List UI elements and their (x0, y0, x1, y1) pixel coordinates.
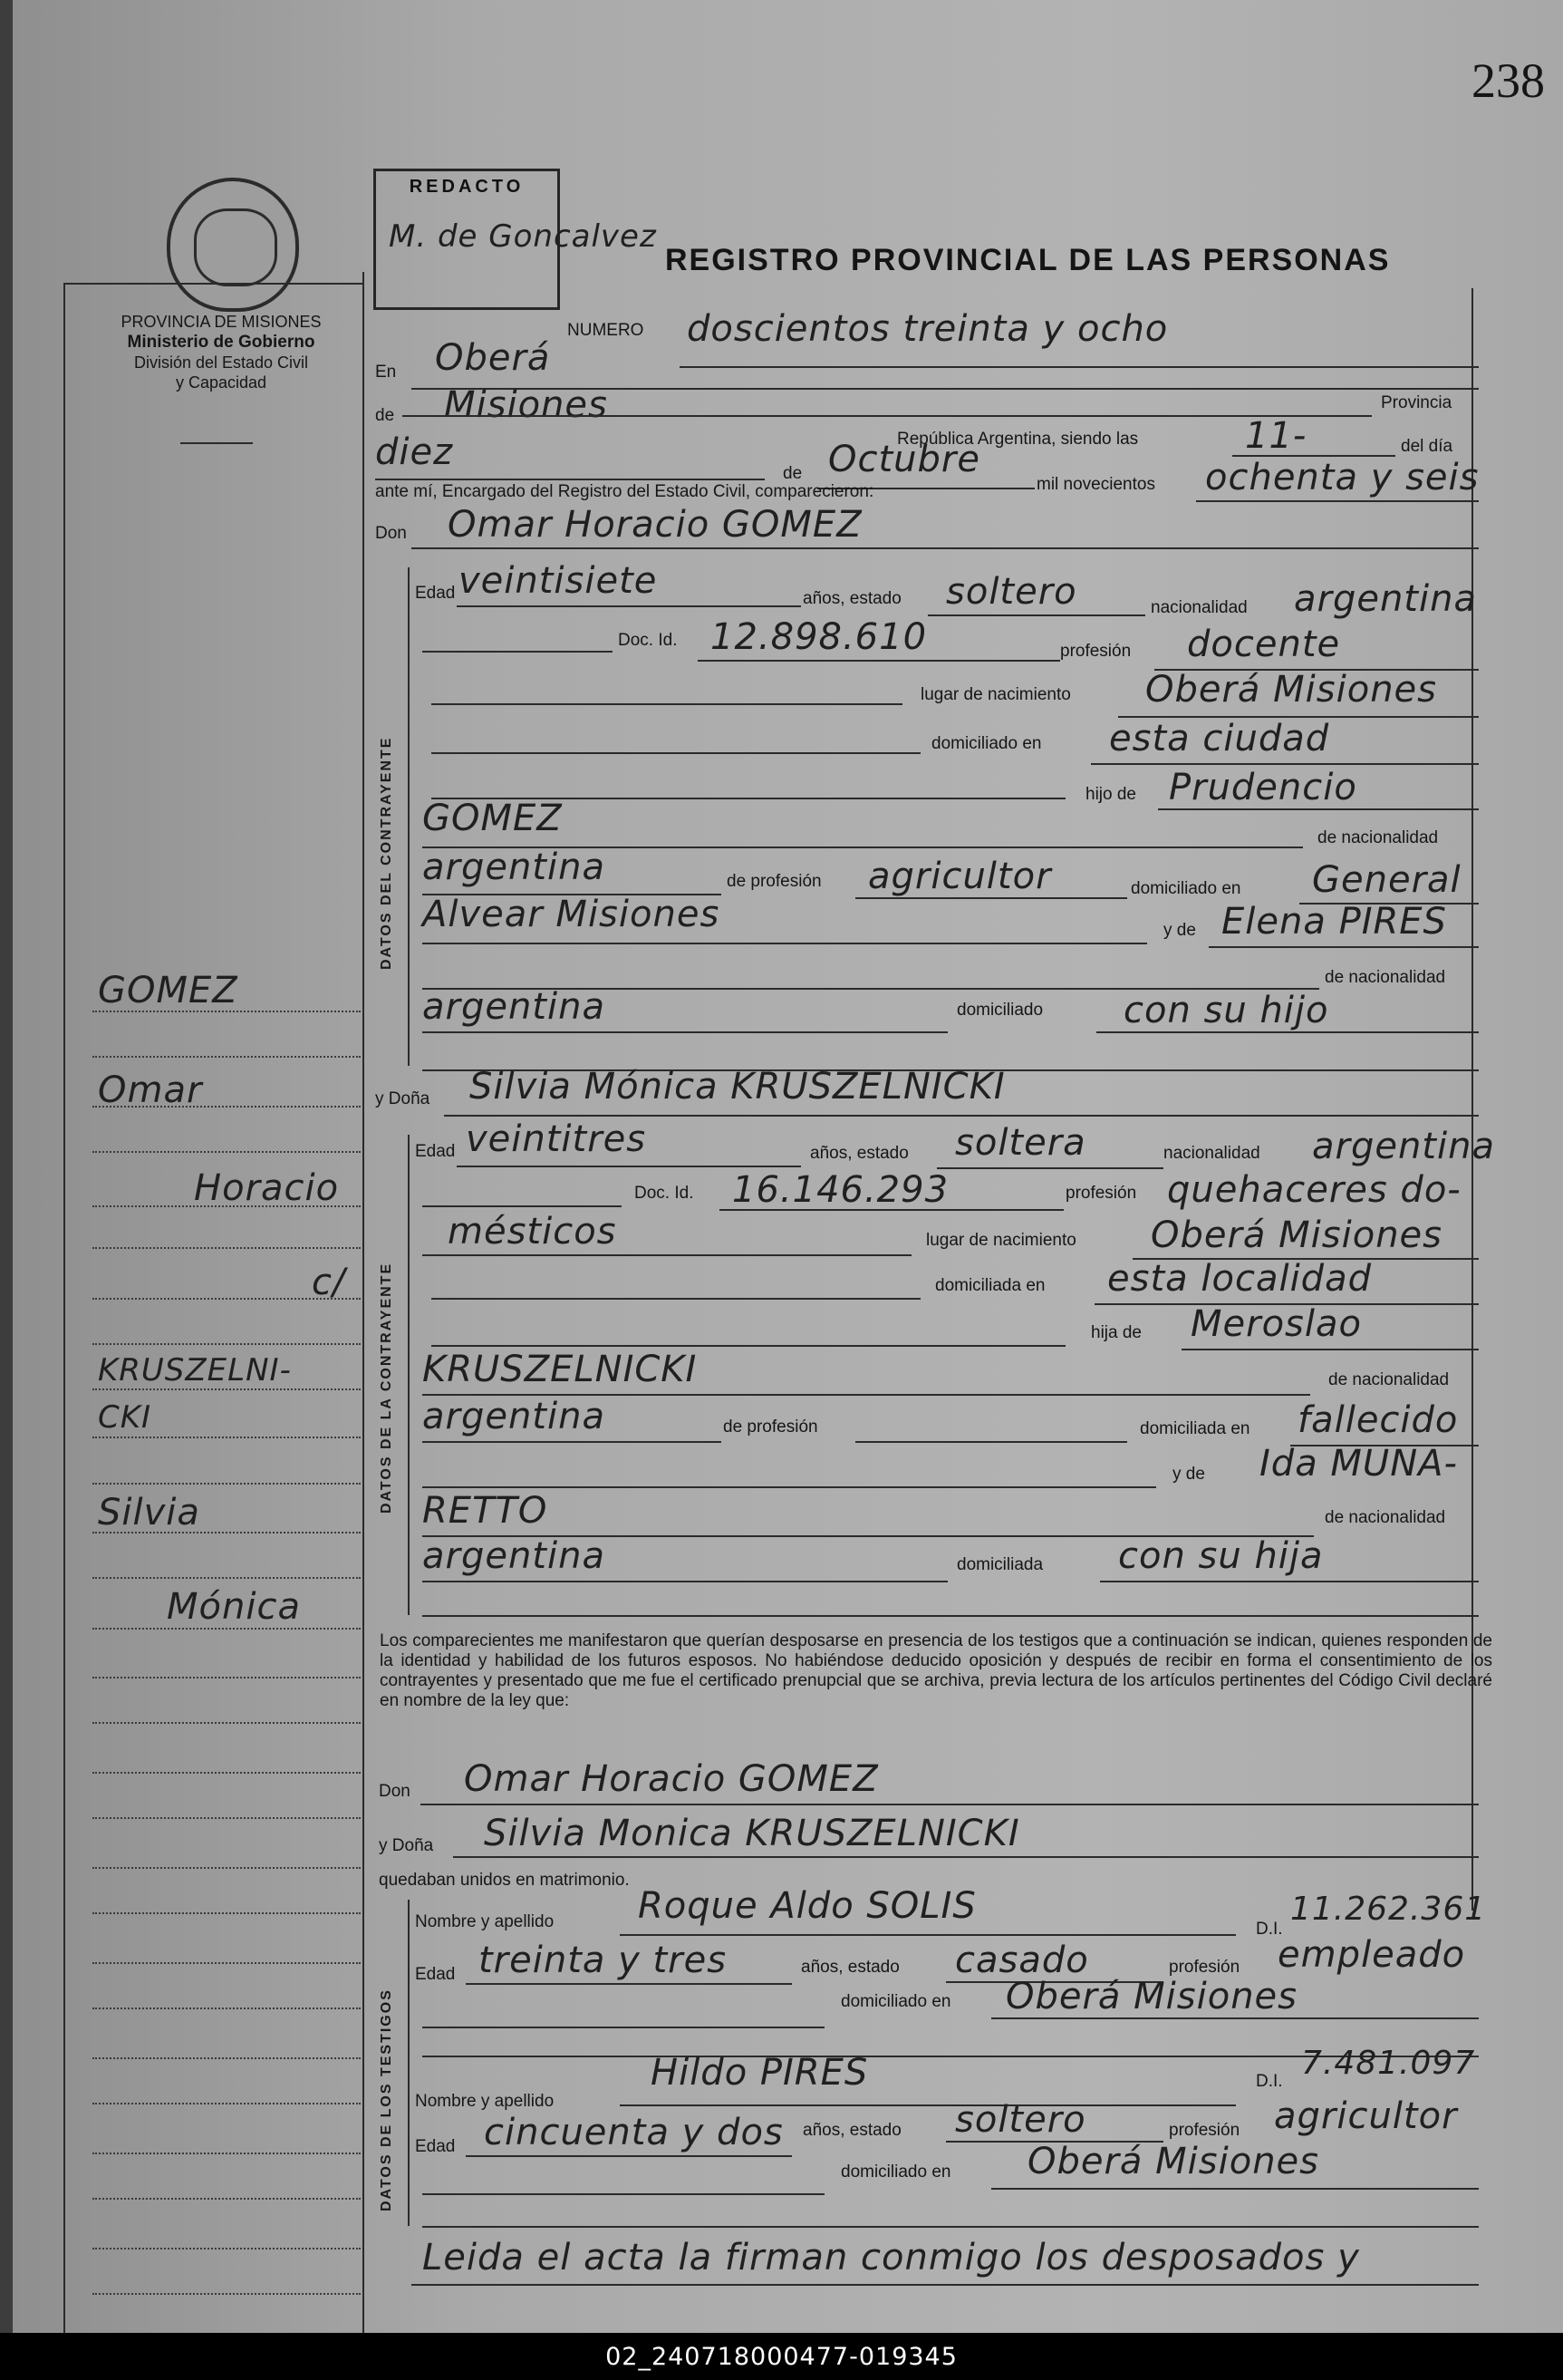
closing-text: Leida el acta la firman conmigo los desposados y (422, 2237, 1360, 2278)
groom-doc: 12.898.610 (710, 616, 928, 658)
margin-surname-bride-2: CKI (98, 1399, 152, 1436)
margin-name-2: Horacio (194, 1167, 340, 1209)
coat-of-arms-icon (167, 178, 299, 312)
label-numero: NUMERO (567, 321, 644, 340)
label-edad-2: Edad (415, 1142, 456, 1161)
label-profesion-3: profesión (1169, 1958, 1240, 1977)
witness-1-name: Roque Aldo SOLIS (638, 1885, 977, 1927)
bride-mother-nationality: argentina (422, 1535, 605, 1577)
label-quedaban: quedaban unidos en matrimonio. (379, 1871, 630, 1890)
groom-status: soltero (946, 571, 1077, 613)
label-de-profesion: de profesión (727, 872, 822, 891)
margin-conjunction: c/ (312, 1262, 346, 1303)
label-don-2: Don (379, 1782, 410, 1801)
label-doc-2: Doc. Id. (634, 1184, 694, 1203)
label-nacionalidad: nacionalidad (1151, 598, 1248, 617)
groom-age: veintisiete (458, 560, 658, 602)
record-day: diez (375, 431, 454, 473)
label-lugar-nacimiento-2: lugar de nacimiento (926, 1231, 1076, 1250)
label-edad-4: Edad (415, 2137, 456, 2156)
divider (180, 442, 253, 444)
label-nombre-apellido-2: Nombre y apellido (415, 2092, 555, 2111)
witness-2-address: Oberá Misiones (1028, 2141, 1320, 2182)
margin-surname: GOMEZ (98, 970, 238, 1011)
groom-birthplace: Oberá Misiones (1145, 669, 1438, 711)
label-profesion-4: profesión (1169, 2121, 1240, 2140)
record-month: Octubre (828, 439, 980, 480)
side-label-witnesses: DATOS DE LOS TESTIGOS (379, 1988, 394, 2211)
label-doc: Doc. Id. (618, 631, 678, 650)
label-provincia: Provincia (1381, 393, 1452, 412)
bride-doc: 16.146.293 (732, 1169, 950, 1211)
redacto-label: REDACTO (409, 177, 525, 197)
bride-mother-name-2: RETTO (422, 1490, 548, 1532)
witness-1-address: Oberá Misiones (1006, 1976, 1298, 2017)
label-domiciliado-en-2: domiciliado en (1131, 879, 1241, 898)
side-label-bride: DATOS DE LA CONTRAYENTE (379, 1262, 394, 1514)
groom-nationality: argentina (1294, 578, 1477, 620)
redacto-box (373, 169, 657, 310)
label-ante: ante mí, Encargado del Registro del Estado Civil, comparecieron: (375, 482, 874, 501)
label-lugar-nacimiento: lugar de nacimiento (921, 685, 1071, 704)
page-title: REGISTRO PROVINCIAL DE LAS PERSONAS (665, 243, 1391, 277)
label-edad-3: Edad (415, 1965, 456, 1984)
bride-nationality: argentina (1312, 1126, 1495, 1167)
witness-2-status: soltero (955, 2099, 1086, 2141)
witness-1-di: 11.262.361 (1290, 1891, 1487, 1928)
bride-profession-2: mésticos (448, 1211, 617, 1253)
bride-father-surname: KRUSZELNICKI (422, 1349, 698, 1390)
groom-mother-address: con su hijo (1124, 990, 1329, 1031)
label-hija-de: hija de (1091, 1323, 1142, 1342)
witness-2-name: Hildo PIRES (651, 2052, 869, 2094)
record-hour: 11- (1245, 415, 1307, 457)
record-year: ochenta y seis (1205, 457, 1480, 498)
record-city: Oberá (435, 337, 551, 379)
label-de-nacionalidad-2: de nacionalidad (1325, 968, 1446, 987)
label-nombre-apellido: Nombre y apellido (415, 1912, 555, 1931)
margin-surname-bride: KRUSZELNI- (98, 1352, 292, 1388)
record-groom-name: Omar Horacio GOMEZ (448, 504, 863, 546)
label-mil: mil novecientos (1037, 475, 1155, 494)
bride-mother-name: Ida MUNA- (1259, 1443, 1458, 1485)
groom-mother-nationality: argentina (422, 986, 605, 1028)
label-estado-2: años, estado (810, 1144, 909, 1163)
label-de-nacionalidad-3: de nacionalidad (1328, 1370, 1450, 1389)
groom-profession: docente (1187, 624, 1341, 665)
division-label: División del Estado Civil (133, 353, 309, 372)
label-nacionalidad-2: nacionalidad (1163, 1144, 1260, 1163)
form-border-left (362, 272, 364, 2333)
label-estado-3: años, estado (801, 1958, 900, 1977)
witness-2-di: 7.481.097 (1301, 2045, 1476, 2082)
margin-border-left (63, 283, 65, 2333)
margin-bride-name: Silvia (98, 1492, 200, 1533)
bride-profession: quehaceres do- (1167, 1169, 1462, 1211)
witness-1-age: treinta y tres (478, 1940, 728, 1981)
label-domiciliada: domiciliada (957, 1555, 1044, 1574)
label-domiciliada-en: domiciliada en (935, 1276, 1046, 1295)
bride-father-name: Meroslao (1191, 1303, 1362, 1345)
page-number: 238 (1471, 53, 1545, 108)
label-di: D.I. (1256, 1920, 1283, 1939)
groom-father-profession: agricultor (868, 856, 1052, 897)
witness-1-profession: empleado (1278, 1934, 1466, 1976)
label-estado: años, estado (803, 589, 902, 608)
bride-age: veintitres (466, 1118, 647, 1160)
label-y-de: y de (1163, 921, 1196, 940)
record-number: doscientos treinta y ocho (687, 308, 1169, 350)
label-del-dia: del día (1401, 437, 1453, 456)
label-hijo-de: hijo de (1085, 785, 1136, 804)
bride-address: esta localidad (1107, 1258, 1372, 1300)
label-profesion-2: profesión (1066, 1184, 1137, 1203)
witness-2-profession: agricultor (1274, 2095, 1458, 2137)
label-estado-4: años, estado (803, 2121, 902, 2140)
ministry-label: Ministerio de Gobierno (127, 333, 315, 352)
record-province: Misiones (444, 384, 608, 426)
label-republica: República Argentina, siendo las (897, 430, 1139, 449)
label-domiciliado: domiciliado (957, 1001, 1044, 1020)
label-domiciliado-en-3: domiciliado en (841, 1992, 951, 2011)
groom-address: esta ciudad (1109, 718, 1330, 759)
bride-father-address: fallecido (1298, 1399, 1459, 1441)
groom-father-address-2: Alvear Misiones (422, 894, 720, 935)
bride-father-nationality: argentina (422, 1396, 605, 1437)
groom-father-surname: GOMEZ (422, 798, 563, 839)
declaration-text: Los comparecientes me manifestaron que querían desposarse en presencia de los testigos que a continuación se indican, quienes responden de la identidad y habilidad de los futuros esposos. No habiéndose deducido oposición y después de recibir en forma el consentimiento de los contrayentes y presentado que me fue el certificado prenupcial que se archiva, previa lectura de los artículos pertinentes del Código Civil declaré en nombre de la ley que: (380, 1631, 1492, 1710)
witness-1-status: casado (955, 1940, 1089, 1981)
ministry-block (85, 312, 357, 392)
label-de-nacionalidad-4: de nacionalidad (1325, 1508, 1446, 1527)
label-di-2: D.I. (1256, 2072, 1283, 2091)
margin-bride-name-2: Mónica (167, 1586, 301, 1628)
division-label-2: y Capacidad (175, 373, 267, 392)
label-domiciliado-en: domiciliado en (931, 734, 1042, 753)
margin-border-top (63, 283, 362, 285)
bride-birthplace: Oberá Misiones (1151, 1214, 1443, 1256)
label-y-de-2: y de (1172, 1465, 1205, 1484)
groom-father-name: Prudencio (1169, 767, 1357, 808)
label-domiciliado-en-4: domiciliado en (841, 2162, 951, 2182)
groom-mother-name: Elena PIRES (1221, 901, 1447, 943)
label-y-dona-2: y Doña (379, 1836, 434, 1855)
side-label-groom: DATOS DEL CONTRAYENTE (379, 736, 394, 970)
groom-father-nationality: argentina (422, 847, 605, 888)
bride-mother-address: con su hija (1118, 1535, 1324, 1577)
bride-name: Silvia Mónica KRUSZELNICKI (469, 1066, 1006, 1108)
redacto-name: M. de Goncalvez (389, 218, 657, 255)
label-de-2: de (783, 464, 803, 483)
label-edad: Edad (415, 584, 456, 603)
label-don: Don (375, 524, 407, 543)
label-de: de (375, 406, 395, 425)
label-y-dona: y Doña (375, 1089, 430, 1108)
label-en: En (375, 363, 397, 382)
label-domiciliada-en-2: domiciliada en (1140, 1419, 1250, 1438)
document-page (13, 0, 1563, 2333)
married-groom: Omar Horacio GOMEZ (464, 1758, 879, 1800)
groom-father-address: General (1312, 859, 1462, 901)
label-de-nacionalidad: de nacionalidad (1317, 828, 1439, 847)
image-id-footer: 02_240718000477-019345 (0, 2333, 1563, 2380)
bride-status: soltera (955, 1122, 1086, 1164)
margin-name: Omar (98, 1069, 203, 1111)
witness-2-age: cincuenta y dos (484, 2112, 784, 2153)
label-de-profesion-2: de profesión (723, 1417, 818, 1437)
married-bride: Silvia Monica KRUSZELNICKI (484, 1813, 1020, 1854)
province-label: PROVINCIA DE MISIONES (121, 313, 322, 331)
label-profesion: profesión (1060, 642, 1132, 661)
